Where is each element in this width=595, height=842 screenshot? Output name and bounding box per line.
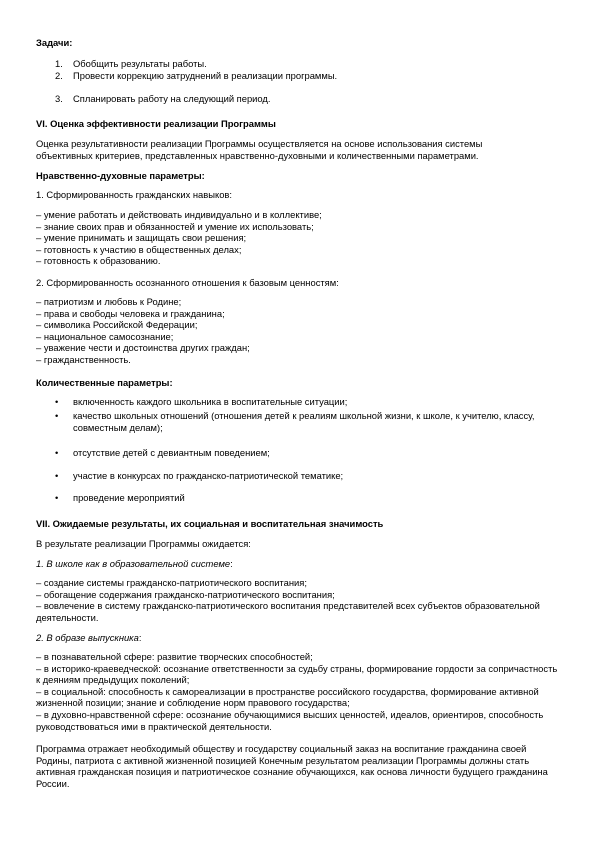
list-item: – вовлечение в систему гражданско-патриотического воспитания представителей всех субъектов образовательной деятельности. bbox=[36, 600, 540, 623]
list-item: – в познавательной сфере: развитие творческих способностей; bbox=[36, 651, 313, 662]
list-item: – готовность к участию в общественных делах; bbox=[36, 243, 242, 255]
quant-params-heading: Количественные параметры: bbox=[36, 377, 173, 388]
task-number: 3. bbox=[55, 93, 63, 104]
list-item: – уважение чести и достоинства других граждан; bbox=[36, 342, 250, 354]
bullet-icon: • bbox=[55, 396, 59, 407]
list-item: – гражданственность. bbox=[36, 353, 131, 365]
list-item: – создание системы гражданско-патриотического воспитания; bbox=[36, 577, 307, 588]
school-title: 1. В школе как в образовательной системе: bbox=[36, 558, 233, 569]
graduate-list bbox=[36, 651, 561, 732]
task-text: Спланировать работу на следующий период. bbox=[73, 93, 271, 104]
list-item: – права и свободы человека и гражданина; bbox=[36, 307, 225, 319]
bullet-icon: • bbox=[55, 470, 59, 481]
list-item: – готовность к образованию. bbox=[36, 255, 161, 267]
bullet-icon: • bbox=[55, 492, 59, 503]
list-item: – обогащение содержания гражданско-патриотического воспитания; bbox=[36, 588, 335, 600]
values-title: 2. Сформированность осознанного отношения к базовым ценностям: bbox=[36, 277, 339, 288]
list-item: – в историко-краеведческой: осознание ответственности за судьбу страны, формирование гордости за сопричастность к деяниям предыдущих поколений; bbox=[36, 662, 558, 686]
conclusion-paragraph: Программа отражает необходимый обществу и государству социальный заказ на воспитание гражданина своей Родины, патриота с активной жизненной позицией Конечным результатом реализации Программы должны стать активная гражданская позиция и патриотическое сознание обучающихся, как основа личности будущего гражданина России. bbox=[36, 743, 548, 789]
list-item: – национальное самосознание; bbox=[36, 330, 174, 342]
list-item: – в социальной: способность к самореализации в пространстве российского государства, формирование активной жизненной позиции; знание и соблюдение норм правового государства; bbox=[36, 685, 539, 709]
list-item: – знание своих прав и обязанностей и умение их использовать; bbox=[36, 220, 314, 232]
graduate-title: 2. В образе выпускника: bbox=[36, 632, 142, 643]
bullet-icon: • bbox=[55, 447, 59, 458]
document-page: Задачи: 1. Обобщить результаты работы. 2. Провести коррекцию затруднений в реализации программы. 3. Спланировать работу на следующий период. VI. Оценка эффективности реализации Программы Оценка результативности реализации Программы осуществляется на основе использования системы объективных критериев, представленных нравственно-духовными и количественными параметрами. Нравственно-духовные параметры: 1. Сформированность гражданских навыков: – умение работать и действовать индивидуально и в коллективе; – знание своих прав и обязанностей и умение их использовать; – умение принимать и защищать свои решения; – готовность к участию в общественных делах; – готовность к образованию. 2. Сформированность осознанного отношения к базовым ценностям: – патриотизм и любовь к Родине; – права и свободы человека и гражданина; – символика Российской Федерации; – национальное самосознание; – уважение чести и достоинства других граждан; – гражданственность. Количественные параметры: • включенность каждого школьника в воспитательные ситуации; • качество школьных отношений (отношения детей к реалиям школьной жизни, к школе, к учителю, классу, совместным делам); • отсутствие детей с девиантным поведением; • участие в конкурсах по гражданско-патриотической тематике; • проведение мероприятий VII. Ожидаемые результаты, их социальная и воспитательная значимость В результате реализации Программы ожидается: 1. В школе как в образовательной системе: – создание системы гражданско-патриотического воспитания; – обогащение содержания гражданско-патриотического воспитания; – вовлечение в систему гражданско-патриотического воспитания представителей всех субъектов образовательной деятельности. 2. В образе выпускника: – в познавательной сфере: развитие творческих способностей; – в историко-краеведческой: осознание ответственности за судьбу страны, формирование гордости за сопричастность к деяниям предыдущих поколений; – в социальной: способность к самореализации в пространстве российского государства, формирование активной жизненной позиции; знание и соблюдение норм правового государства; – в духовно-нравственной сфере: осознание обучающимися высших ценностей, идеалов, ориентиров, способность руководствоваться ими в практической деятельности. Программа отражает необходимый обществу и государству социальный заказ на воспитание гражданина своей Родины, патриота с активной жизненной позицией Конечным результатом реализации Программы должны стать активная гражданская позиция и патриотическое сознание обучающихся, как основа личности будущего гражданина России. bbox=[0, 0, 595, 842]
moral-params-heading: Нравственно-духовные параметры: bbox=[36, 170, 205, 181]
list-item: – умение принимать и защищать свои решения; bbox=[36, 232, 247, 244]
section-7-intro: В результате реализации Программы ожидается: bbox=[36, 538, 251, 549]
tasks-heading: Задачи: bbox=[36, 37, 73, 48]
civic-skills-list bbox=[36, 209, 566, 267]
task-number: 2. bbox=[55, 70, 63, 81]
section-6-heading: VI. Оценка эффективности реализации Программы bbox=[36, 118, 276, 129]
list-item: – в духовно-нравственной сфере: осознание обучающимися высших ценностей, идеалов, ориентиров, способность руководствоваться ими в практической деятельности. bbox=[36, 708, 544, 732]
school-list bbox=[36, 577, 561, 623]
section-7-heading: VII. Ожидаемые результаты, их социальная и воспитательная значимость bbox=[36, 518, 384, 529]
bullet-icon: • bbox=[55, 410, 59, 421]
list-item: – патриотизм и любовь к Родине; bbox=[36, 296, 182, 307]
list-item: – символика Российской Федерации; bbox=[36, 319, 198, 331]
task-text: Обобщить результаты работы. bbox=[73, 58, 207, 69]
list-item: – умение работать и действовать индивидуально и в коллективе; bbox=[36, 209, 322, 220]
values-list bbox=[36, 296, 566, 366]
task-text: Провести коррекцию затруднений в реализации программы. bbox=[73, 70, 338, 81]
civic-skills-title: 1. Сформированность гражданских навыков: bbox=[36, 189, 232, 200]
task-number: 1. bbox=[55, 58, 63, 69]
section-6-intro: Оценка результативности реализации Программы осуществляется на основе использования системы объективных критериев, представленных нравственно-духовными и количественными параметрами. bbox=[36, 138, 483, 161]
